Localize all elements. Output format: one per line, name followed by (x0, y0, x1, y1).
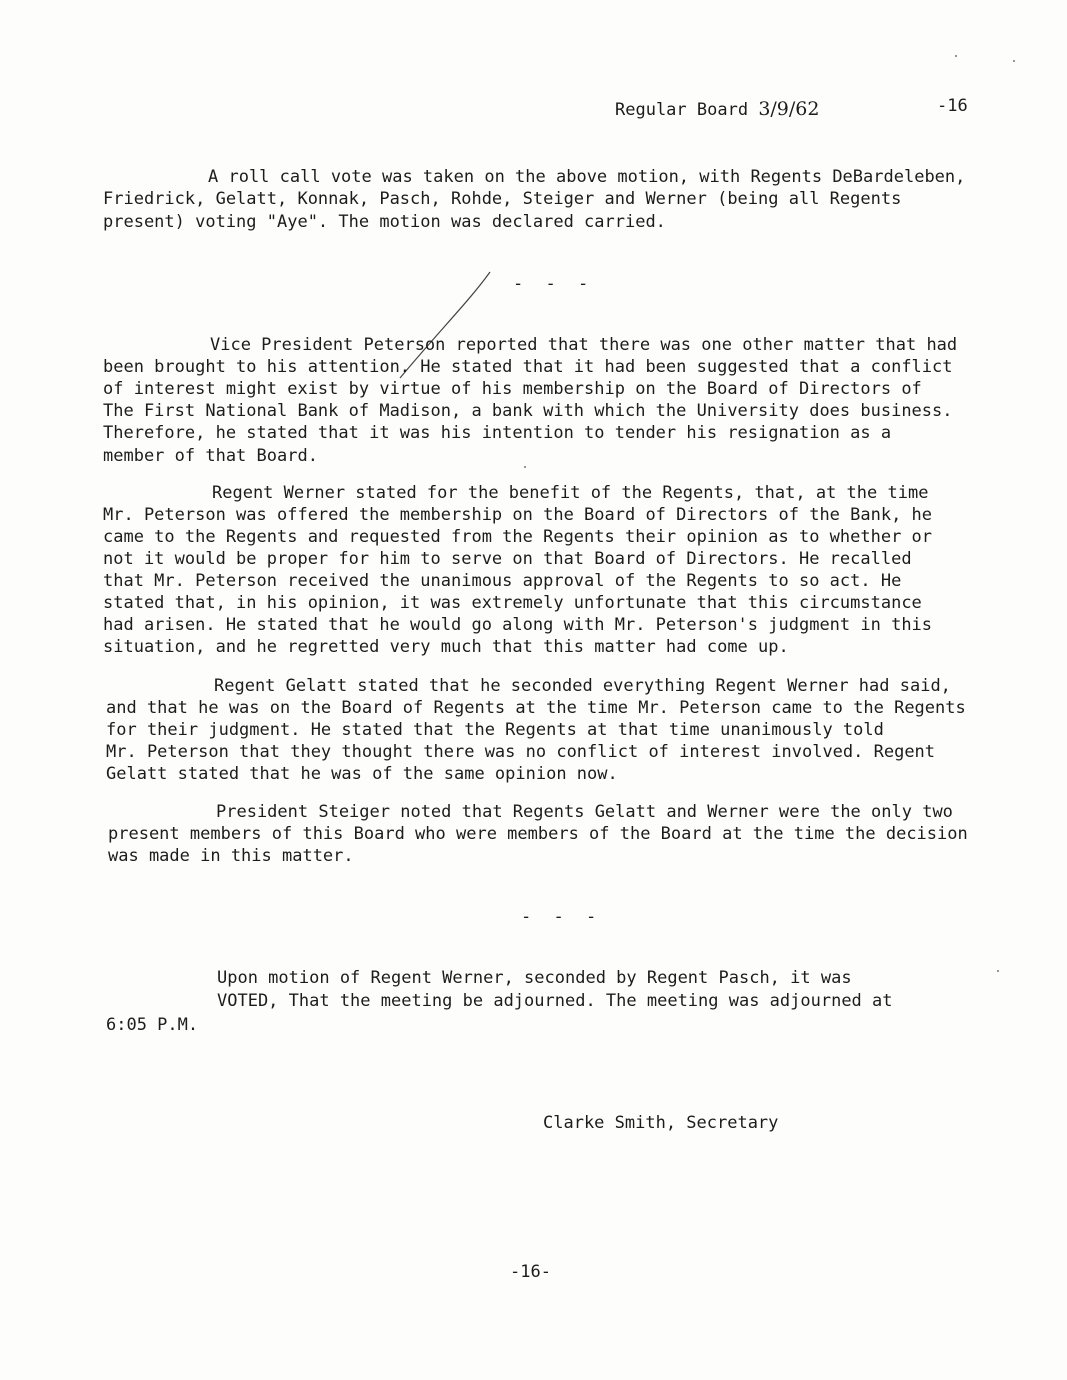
scan-speck (1013, 60, 1015, 62)
secretary-signature: Clarke Smith, Secretary (543, 1113, 779, 1133)
paragraph-line: was made in this matter. (108, 846, 354, 866)
scan-speck (997, 970, 999, 972)
header-page-ref: -16 (937, 96, 968, 116)
section-separator: - - - (521, 907, 603, 927)
paragraph-line: Therefore, he stated that it was his intention to tender his resignation as a (103, 423, 892, 443)
scan-speck (955, 55, 957, 57)
paragraph-line: present) voting "Aye". The motion was declared carried. (103, 212, 666, 232)
paragraph-line: had arisen. He stated that he would go along with Mr. Peterson's judgment in this (103, 615, 933, 635)
paragraph-line: came to the Regents and requested from the Regents their opinion as to whether or (103, 527, 933, 547)
paragraph-line: Gelatt stated that he was of the same opinion now. (106, 764, 618, 784)
paragraph-line: A roll call vote was taken on the above motion, with Regents DeBardeleben, (208, 167, 966, 187)
paragraph-line: stated that, in his opinion, it was extremely unfortunate that this circumstance (103, 593, 922, 613)
paragraph-line: present members of this Board who were members of the Board at the time the decision (108, 824, 968, 844)
paragraph-line: Regent Werner stated for the benefit of the Regents, that, at the time (212, 483, 929, 503)
paragraph-line: Vice President Peterson reported that there was one other matter that had (210, 335, 958, 355)
paragraph-line: VOTED, That the meeting be adjourned. The meeting was adjourned at (217, 991, 893, 1011)
paragraph-line: President Steiger noted that Regents Gelatt and Werner were the only two (216, 802, 953, 822)
section-separator: - - - (513, 274, 595, 294)
paragraph-line: Friedrick, Gelatt, Konnak, Pasch, Rohde, Steiger and Werner (being all Regents (103, 189, 902, 209)
paragraph-line: situation, and he regretted very much that this matter had come up. (103, 637, 789, 657)
paragraph-line: and that he was on the Board of Regents at the time Mr. Peterson came to the Regents (106, 698, 966, 718)
paragraph-line: of interest might exist by virtue of his membership on the Board of Directors of (103, 379, 922, 399)
paragraph-line: for their judgment. He stated that the Regents at that time unanimously told (106, 720, 884, 740)
paragraph-line: 6:05 P.M. (106, 1015, 199, 1035)
paragraph-line: The First National Bank of Madison, a bank with which the University does business. (103, 401, 953, 421)
paragraph-line: Regent Gelatt stated that he seconded everything Regent Werner had said, (214, 676, 951, 696)
scan-speck (524, 466, 526, 468)
paragraph-line: not it would be proper for him to serve on that Board of Directors. He recalled (103, 549, 912, 569)
paragraph-line: Mr. Peterson was offered the membership on the Board of Directors of the Bank, he (103, 505, 933, 525)
paragraph-line: member of that Board. (103, 446, 318, 466)
header-date: 3/9/62 (758, 98, 820, 120)
footer-page-number: -16- (510, 1262, 551, 1282)
header-title: Regular Board (615, 100, 749, 120)
header-title-date (615, 98, 819, 120)
paragraph-line: Upon motion of Regent Werner, seconded by Regent Pasch, it was (217, 968, 852, 988)
paragraph-line: that Mr. Peterson received the unanimous approval of the Regents to so act. He (103, 571, 902, 591)
paragraph-line: Mr. Peterson that they thought there was no conflict of interest involved. Regent (106, 742, 936, 762)
paragraph-line: been brought to his attention. He stated that it had been suggested that a conflict (103, 357, 953, 377)
